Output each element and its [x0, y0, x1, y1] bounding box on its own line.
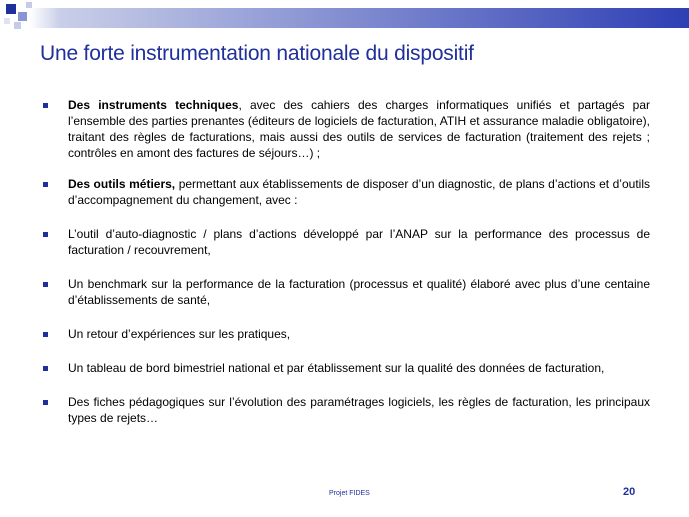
bullet-text: Un retour d’expériences sur les pratiques,: [68, 327, 291, 341]
bullet-marker-icon: [43, 182, 48, 187]
bullet-marker-icon: [43, 282, 48, 287]
bullet-text: permettant aux établissements de disposer d’un diagnostic, de plans d’actions et d’outils d’accompagnement du changement, avec :: [68, 177, 650, 207]
bullet-item: [40, 360, 650, 376]
bullet-text: Un tableau de bord bimestriel national et par établissement sur la qualité des données de facturation,: [68, 361, 605, 375]
bullet-marker-icon: [43, 232, 48, 237]
page-number: 20: [623, 486, 636, 498]
bullet-list: [40, 97, 650, 444]
decorative-square: [6, 4, 16, 14]
bullet-text: Un benchmark sur la performance de la facturation (processus et qualité) élaboré avec plus d’une centaine d’établissements de santé,: [68, 277, 650, 307]
decorative-square: [4, 18, 10, 24]
bullet-text: , avec des cahiers des charges informatiques unifiés et partagés par l’ensemble des parties prenantes (éditeurs de logiciels de facturation, ATIH et assurance maladie obligatoire), traitant des règles de facturations, mais aussi des outils de services de facturation (traitement des rejets ; contrôles en amont des factures de séjours…) ;: [68, 98, 650, 160]
decorative-square: [18, 12, 27, 21]
bullet-marker-icon: [43, 332, 48, 337]
bullet-item: [40, 326, 650, 342]
decorative-square: [14, 22, 21, 29]
bullet-item: [40, 97, 650, 161]
bullet-item: [40, 394, 650, 426]
bullet-text: Des fiches pédagogiques sur l’évolution des paramétrages logiciels, les règles de facturation, les principaux types de rejets…: [68, 395, 650, 425]
bullet-text: L’outil d’auto-diagnostic / plans d’actions développé par l’ANAP sur la performance des processus de facturation / recouvrement,: [68, 227, 650, 257]
bullet-marker-icon: [43, 103, 48, 108]
bullet-bold-text: Des instruments techniques: [68, 98, 239, 112]
bullet-marker-icon: [43, 400, 48, 405]
bullet-marker-icon: [43, 366, 48, 371]
header-band: [0, 8, 689, 28]
bullet-item: [40, 226, 650, 258]
decorative-square: [26, 2, 32, 8]
bullet-bold-text: Des outils métiers,: [68, 177, 176, 191]
bullet-item: [40, 276, 650, 308]
footer-project-label: Projet FIDES: [329, 490, 370, 497]
bullet-item: [40, 176, 650, 208]
slide-title: Une forte instrumentation nationale du dispositif: [40, 42, 474, 65]
